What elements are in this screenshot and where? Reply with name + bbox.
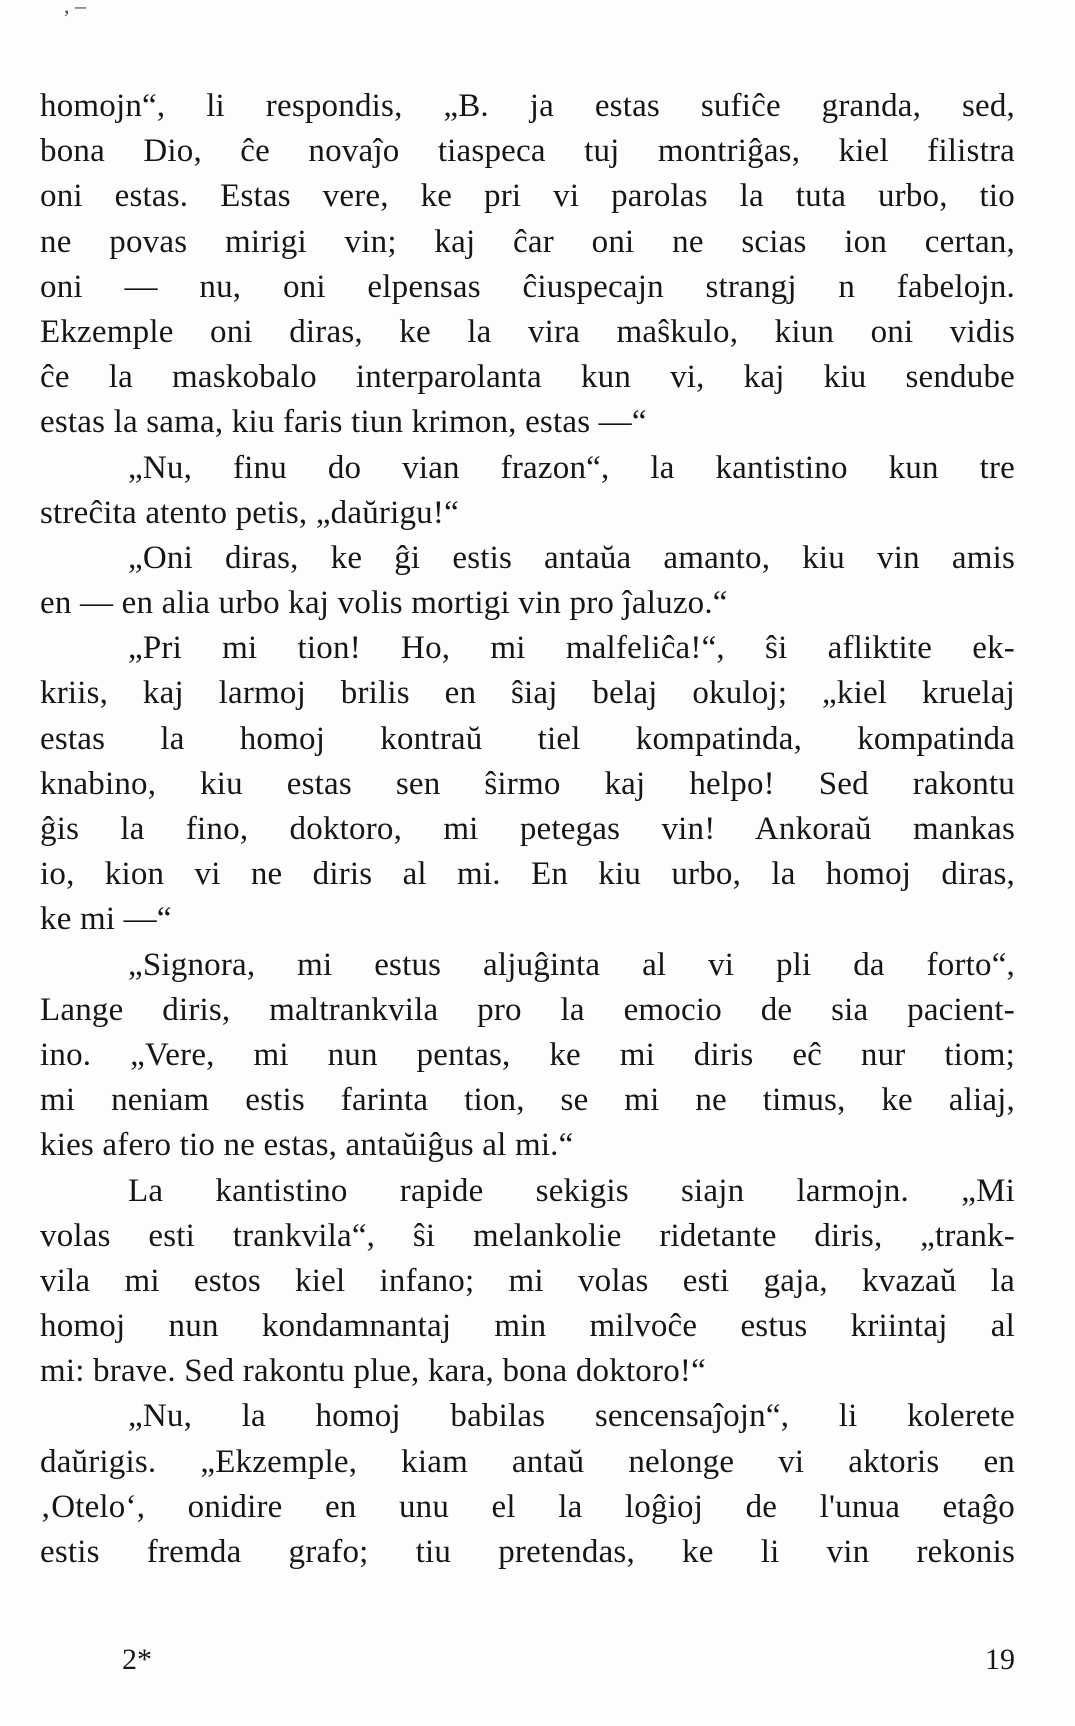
text-line: estas la homoj kontraŭ tiel kompatinda, kompatinda [40,720,1015,757]
text-line: homojn“, li respondis, „B. ja estas sufiĉe granda, sed, [40,88,1015,124]
text-line: kies afero tio ne estas, antaŭiĝus al mi.“ [40,1127,574,1164]
text-line: „Nu, finu do vian frazon“, la kantistino kun tre [128,449,1015,486]
header-mark: , – [64,0,86,18]
text-line: streĉita atento petis, „daŭrigu!“ [40,494,459,531]
text-line: knabino, kiu estas sen ŝirmo kaj helpo! Sed rakontu [40,765,1015,802]
text-line: kriis, kaj larmoj brilis en ŝiaj belaj okuloj; „kiel kruelaj [40,675,1015,712]
text-line: ‚Otelo‘, onidire en unu el la loĝioj de l'unua etaĝo [40,1488,1015,1525]
text-line: „Oni diras, ke ĝi estis antaŭa amanto, kiu vin amis [128,539,1015,576]
text-line: oni — nu, oni elpensas ĉiuspecajn strangj n fabelojn. [40,268,1015,305]
text-line: daŭrigis. „Ekzemple, kiam antaŭ nelonge vi aktoris en [40,1443,1015,1480]
text-line: „Nu, la homoj babilas sencensaĵojn“, li kolerete [128,1398,1015,1435]
text-line: volas esti trankvila“, ŝi melankolie ridetante diris, „trank- [40,1217,1015,1254]
page-number: 19 [985,1643,1015,1676]
text-line: ke mi —“ [40,901,172,938]
text-line: La kantistino rapide sekigis siajn larmojn. „Mi [128,1172,1015,1209]
text-line: bona Dio, ĉe novaĵo tiaspeca tuj montriĝas, kiel filistra [40,133,1015,170]
text-line: ne povas mirigi vin; kaj ĉar oni ne scias ion certan, [40,223,1015,260]
text-line: homoj nun kondamnantaj min milvoĉe estus kriintaj al [40,1308,1015,1345]
text-line: io, kion vi ne diris al mi. En kiu urbo, la homoj diras, [40,856,1015,893]
text-line: oni estas. Estas vere, ke pri vi parolas la tuta urbo, tio [40,178,1015,215]
text-line: ino. „Vere, mi nun pentas, ke mi diris eĉ nur tiom; [40,1036,1015,1073]
text-line: mi: brave. Sed rakontu plue, kara, bona doktoro!“ [40,1353,706,1390]
text-line: estis fremda grafo; tiu pretendas, ke li vin rekonis [40,1534,1015,1570]
text-line: estas la sama, kiu faris tiun krimon, estas —“ [40,404,647,441]
text-line: ĉe la maskobalo interparolanta kun vi, kaj kiu sendube [40,359,1015,396]
text-line: mi neniam estis farinta tion, se mi ne timus, ke aliaj, [40,1082,1015,1119]
body-text [40,84,1015,1575]
text-line: vila mi estos kiel infano; mi volas esti gaja, kvazaŭ la [40,1262,1015,1299]
text-line: ĝis la fino, doktoro, mi petegas vin! Ankoraŭ mankas [40,811,1015,847]
text-line: Lange diris, maltrankvila pro la emocio de sia pacient- [40,991,1015,1028]
text-line: „Signora, mi estus aljuĝinta al vi pli da forto“, [128,946,1015,983]
text-line: Ekzemple oni diras, ke la vira maŝkulo, kiun oni vidis [40,313,1015,350]
text-line: en — en alia urbo kaj volis mortigi vin pro ĵaluzo.“ [40,585,728,622]
page-footer [40,1638,1015,1682]
text-line: „Pri mi tion! Ho, mi malfeliĉa!“, ŝi afliktite ek- [128,630,1015,667]
signature-mark: 2* [122,1643,152,1676]
